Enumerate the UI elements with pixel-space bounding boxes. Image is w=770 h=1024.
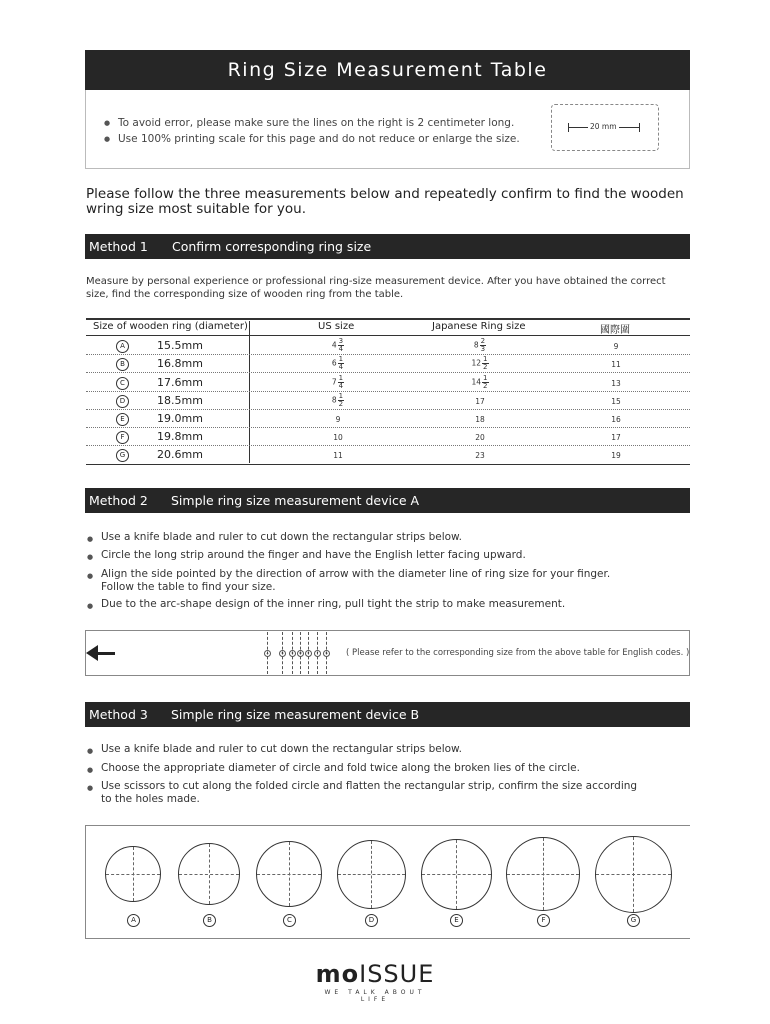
circle-code-badge: A <box>127 914 140 927</box>
japanese-size-value: 17 <box>475 397 485 406</box>
method3-step: ● Use a knife blade and ruler to cut down the rectangular strips below. <box>101 743 462 756</box>
brand-logo <box>310 960 440 988</box>
size-code-badge: C <box>116 377 129 390</box>
table-row-rule <box>86 445 690 446</box>
japanese-size-value: 14 $\frac{1}{2}$ <box>471 374 488 390</box>
ring-template-circle <box>506 837 580 911</box>
method2-step: ● Due to the arc-shape design of the inner ring, pull tight the strip to make measurement. <box>101 598 565 611</box>
size-code-badge: G <box>116 449 129 462</box>
us-size-value: 11 <box>333 451 343 460</box>
table-row-rule <box>86 464 690 465</box>
brand-tagline: WE TALK ABOUT LIFE <box>324 989 426 1003</box>
ring-template-circle <box>105 846 161 902</box>
us-size-value: 7 $\frac{1}{4}$ <box>331 374 344 390</box>
japanese-size-value: 12 $\frac{1}{2}$ <box>471 355 488 371</box>
logo-light: ISSUE <box>359 960 435 988</box>
method1-description: Measure by personal experience or professional ring-size measurement device. After you have obtained the correct size, find the corresponding size of wooden ring from the table. <box>86 276 666 300</box>
method-title: Simple ring size measurement device A <box>171 493 420 508</box>
note-line: ● To avoid error, please make sure the lines on the right is 2 centimeter long. <box>118 117 514 129</box>
table-row-rule <box>86 372 690 373</box>
size-code-badge: A <box>116 340 129 353</box>
strip-size-code: C <box>289 650 296 657</box>
method3-step: ● Use scissors to cut along the folded circle and flatten the rectangular strip, confirm the size according <box>101 780 637 793</box>
strip-note: ( Please refer to the corresponding size from the above table for English codes. ) <box>346 648 690 658</box>
diameter-value: 15.5mm <box>157 339 203 352</box>
fold-line <box>371 841 372 908</box>
us-size-value: 4 $\frac{3}{4}$ <box>331 337 344 353</box>
size-code-badge: E <box>116 413 129 426</box>
circle-code-badge: E <box>450 914 463 927</box>
international-size-value: 17 <box>611 433 621 442</box>
japanese-size-value: 8 $\frac{2}{3}$ <box>473 337 486 353</box>
circle-code-badge: C <box>283 914 296 927</box>
table-top-rule <box>86 318 690 320</box>
method-label: Method 2 <box>89 493 148 508</box>
method2-step-continued: Follow the table to find your size. <box>101 581 276 593</box>
ring-template-circle <box>337 840 406 909</box>
international-size-value: 16 <box>611 415 621 424</box>
us-size-value: 8 $\frac{1}{2}$ <box>331 392 344 408</box>
method3-step: ● Choose the appropriate diameter of circle and fold twice along the broken lies of the circle. <box>101 762 580 775</box>
left-arrow-icon <box>89 652 115 655</box>
ring-template-circle <box>178 843 240 905</box>
strip-size-code: F <box>314 650 321 657</box>
scale-label: 20 mm <box>590 122 617 131</box>
international-size-value: 9 <box>613 342 619 351</box>
diameter-value: 19.0mm <box>157 412 203 425</box>
method2-step: ● Align the side pointed by the direction of arrow with the diameter line of ring size for your finger. <box>101 568 610 581</box>
japanese-size-value: 20 <box>475 433 485 442</box>
scale-tick <box>639 123 640 132</box>
size-code-badge: B <box>116 358 129 371</box>
us-size-value: 9 <box>335 415 341 424</box>
method2-step: ● Use a knife blade and ruler to cut down the rectangular strips below. <box>101 531 462 544</box>
table-header-japanese: Japanese Ring size <box>432 321 526 332</box>
method-label: Method 1 <box>89 239 148 254</box>
ring-template-circle <box>595 836 672 913</box>
method-title: Confirm corresponding ring size <box>172 239 372 254</box>
us-size-value: 10 <box>333 433 343 442</box>
circle-code-badge: G <box>627 914 640 927</box>
fold-line <box>543 838 544 910</box>
fold-line <box>633 837 634 912</box>
international-size-value: 15 <box>611 397 621 406</box>
method-label: Method 3 <box>89 707 148 722</box>
method3-bar <box>85 702 690 727</box>
diameter-value: 18.5mm <box>157 394 203 407</box>
scale-tick <box>568 123 569 132</box>
fold-line <box>133 847 134 901</box>
circle-code-badge: D <box>365 914 378 927</box>
strip-size-code: G <box>323 650 330 657</box>
strip-size-code: E <box>305 650 312 657</box>
table-row-rule <box>86 427 690 428</box>
international-size-value: 19 <box>611 451 621 460</box>
method2-bar <box>85 488 690 513</box>
fold-line <box>456 840 457 909</box>
table-row-rule <box>86 409 690 410</box>
circle-code-badge: B <box>203 914 216 927</box>
fold-line <box>209 844 210 904</box>
japanese-size-value: 18 <box>475 415 485 424</box>
method3-step-continued: to the holes made. <box>101 793 200 805</box>
ring-template-circle <box>421 839 492 910</box>
fold-line <box>289 842 290 906</box>
method2-step: ● Circle the long strip around the finger and have the English letter facing upward. <box>101 549 526 562</box>
strip-size-code: A <box>264 650 271 657</box>
table-header-us: US size <box>318 321 355 332</box>
diameter-value: 16.8mm <box>157 357 203 370</box>
strip-size-code: D <box>297 650 304 657</box>
size-code-badge: F <box>116 431 129 444</box>
table-row-rule <box>86 391 690 392</box>
circle-code-badge: F <box>537 914 550 927</box>
ring-template-circle <box>256 841 322 907</box>
logo-bold: mo <box>315 960 360 988</box>
table-header-rule <box>86 335 690 336</box>
diameter-value: 17.6mm <box>157 376 203 389</box>
international-size-value: 11 <box>611 360 621 369</box>
table-row-rule <box>86 354 690 355</box>
method-title: Simple ring size measurement device B <box>171 707 420 722</box>
method1-bar <box>85 234 690 259</box>
table-header-international: 國際圍 <box>600 325 630 336</box>
us-size-value: 6 $\frac{1}{4}$ <box>331 355 344 371</box>
diameter-value: 19.8mm <box>157 430 203 443</box>
note-line: ● Use 100% printing scale for this page and do not reduce or enlarge the size. <box>118 133 520 145</box>
page-title: Ring Size Measurement Table <box>85 50 690 90</box>
size-code-badge: D <box>116 395 129 408</box>
international-size-value: 13 <box>611 379 621 388</box>
table-column-divider <box>249 321 250 463</box>
diameter-value: 20.6mm <box>157 448 203 461</box>
strip-size-code: B <box>279 650 286 657</box>
japanese-size-value: 23 <box>475 451 485 460</box>
intro-text: Please follow the three measurements below and repeatedly confirm to find the wooden wring size most suitable for you. <box>86 186 684 217</box>
table-header-diameter: Size of wooden ring (diameter) <box>93 321 248 332</box>
